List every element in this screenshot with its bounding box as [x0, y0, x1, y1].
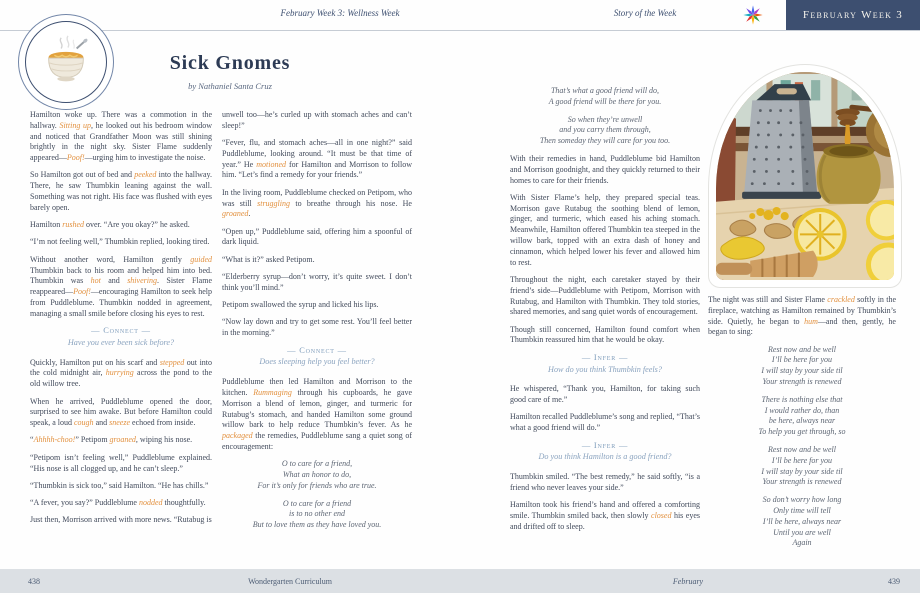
story-byline: by Nathaniel Santa Cruz [188, 81, 272, 91]
song-verse: O to care for a friend, What an honor to do, For it’s only for friends who are true. [257, 459, 377, 490]
prompt-question: Does sleeping help you feel better? [259, 357, 375, 367]
header-section-label: Story of the Week [613, 8, 677, 18]
story-paragraph: Though still concerned, Hamilton found comfort when Thumbkin reassured him that he would be okay. [510, 324, 700, 345]
page-number-left: 438 [28, 577, 40, 586]
song-verse: That’s what a good friend will do, A good friend will be there for you. [548, 86, 662, 106]
story-paragraph: He whispered, “Thank you, Hamilton, for taking such good care of me.” [510, 384, 700, 405]
remedy-photo-frame [708, 64, 902, 288]
story-paragraph: When he arrived, Puddleblume opened the door, surprised to see him awake. But before Hamilton could speak, a loud cough and sneeze echoed from inside. [30, 396, 212, 428]
story-paragraph: Just then, Morrison arrived with more news. “Rutabug is [30, 515, 212, 525]
prompt-block [510, 353, 700, 376]
story-paragraph: “Now lay down and try to get some rest. You’ll feel better in the morning.” [222, 317, 412, 338]
prompt-question: Have you ever been sick before? [67, 337, 175, 347]
story-paragraph: “Elderberry syrup—don’t worry, it’s quite sweet. I don’t think you’ll mind.” [222, 272, 412, 292]
story-paragraph: Without another word, Hamilton gently guided Thumbkin back to his room and helped him into bed. Thumbkin was hot and shivering. Sister Flame reappeared—Poof!—encouraging Hamilton to seek help from Puddleblume. Thumbkin nodded in agreement, managing a small smile before closing his eyes to rest. [30, 254, 212, 318]
prompt-label: — Connect — [287, 345, 347, 355]
story-paragraph: Quickly, Hamilton put on his scarf and stepped out into the cold midnight air, hurrying across the pond to the old willow tree. [30, 357, 213, 389]
story-paragraph: Hamilton woke up. There was a commotion in the hallway. Sitting up, he looked out his bedroom window and noticed that Grandfather Moon was still shining brightly in the night sky. Sister Flame suddenly appeared—Poof!—urging him to investigate the noise. [30, 110, 212, 163]
prompt-block [222, 346, 412, 369]
footer-bar [0, 569, 920, 593]
song-verse: So when they’re unwell and you carry them through, Then someday they will care for you too. [539, 114, 671, 146]
header-divider [0, 30, 920, 31]
story-title: Sick Gnomes [169, 52, 291, 74]
prompt-question: How do you think Thumbkin feels? [548, 364, 662, 374]
story-paragraph: Petipom swallowed the syrup and licked his lips. [222, 300, 379, 310]
song-verse: There is nothing else that I would rather do, than be here, always near To help you get through, so [758, 394, 846, 437]
story-paragraph: In the living room, Puddleblume checked on Petipom, who was still struggling to breathe through his nose. He groaned. [222, 187, 412, 219]
story-paragraph: With their remedies in hand, Puddleblume bid Hamilton and Morrison goodnight, and they quickly returned to their homes to care for their friends. [510, 153, 700, 185]
story-column-1 [30, 110, 212, 533]
story-paragraph: unwell too—he’s curled up with stomach aches and can’t sleep!” [222, 110, 412, 130]
story-column-4 [708, 295, 896, 556]
prompt-label: — Infer — [581, 352, 629, 362]
story-paragraph: The night was still and Sister Flame crackled softly in the fireplace, watching as Hamilton remained by Thumbkin’s side. Quietly, he began to hum—and then, gently, he began to sing: [708, 295, 896, 337]
footer-month-label: February [672, 577, 704, 586]
footer-curriculum-label: Wondergarten Curriculum [248, 577, 332, 586]
story-column-2 [222, 110, 412, 538]
song-verse: O to care for a friend is to no other end But to love them as they have loved you. [252, 498, 382, 530]
prompt-block [510, 441, 700, 464]
song-verse: Rest now and be well I’ll be here for you I will stay by your side til Your strength is renewed [761, 344, 843, 387]
prompt-label: — Connect — [91, 326, 151, 336]
story-paragraph: “What is it?” asked Petipom. [222, 254, 315, 264]
song-verse: So don’t worry how long Only time will tell I’ll be here, always near Until you are well Again [762, 495, 842, 548]
week-badge: February Week 3 [786, 0, 920, 30]
song-verse: Rest now and be well I’ll be here for you I will stay by your side til Your strength is renewed [761, 445, 843, 487]
story-paragraph: Hamilton recalled Puddleblume’s song and replied, “That’s what a good friend will do.” [510, 412, 700, 433]
prompt-question: Do you think Hamilton is a good friend? [538, 452, 672, 462]
story-column-3 [510, 86, 700, 539]
story-paragraph: With Sister Flame’s help, they prepared special teas. Morrison gave Rutabug the soothing blend of lemon, ginger, and turmeric, which eased his aching stomach. Meanwhile, Hamilton offered Thumbkin tea steeped in the willow bark, topped with an extra dash of honey and cinnamon, which helped lower his fever and allowed him to rest. [510, 192, 700, 267]
starburst-icon [742, 4, 764, 26]
page-number-right: 439 [888, 577, 900, 586]
story-paragraph: “A fever, you say?” Puddleblume nodded thoughtfully. [30, 498, 206, 508]
prompt-block [30, 326, 212, 349]
story-paragraph: “Petipom isn’t feeling well,” Puddleblume explained. “His nose is all clogged up, and he can’t sleep.” [30, 452, 212, 473]
story-paragraph: Hamilton took his friend’s hand and offered a comforting smile. Thumbkin smiled back, then slowly closed his eyes and drifted off to sleep. [510, 500, 700, 531]
story-paragraph: “Fever, flu, and stomach aches—all in one night?” said Puddleblume, looking around. “It must be that time of year.” He motioned for Hamilton and Morrison to follow him. “Let’s find a remedy for your friends.” [222, 138, 413, 180]
story-paragraph: So Hamilton got out of bed and peeked into the hallway. There, he saw Thumbkin leaning against the wall. Something was not right. His face was flushed with eyes barely open. [30, 170, 212, 212]
story-paragraph: “I’m not feeling well,” Thumbkin replied, looking tired. [30, 237, 210, 247]
story-paragraph: Hamilton rushed over. “Are you okay?” he asked. [30, 220, 190, 230]
story-paragraph: Puddleblume then led Hamilton and Morrison to the kitchen. Rummaging through his cupboards, he gave Morrison a blend of lemon, ginger, and turmeric for Rutabug’s stomach, and handed Hamilton some ground willow bark to help reduce Thumbkin’s fever. As he packaged the remedies, Puddleblume sang a quiet song of encouragement: [222, 377, 412, 451]
header-week-label: February Week 3: Wellness Week [280, 8, 400, 18]
story-paragraph: Throughout the night, each caretaker stayed by their friend’s side—Puddleblume with Petipom, Morrison with Rutabug, and Hamilton with Thumbkin. They told stories, shared memories, and sang quiet words of encouragement. [510, 274, 700, 317]
story-paragraph: “Ahhhh-choo!” Petipom groaned, wiping his nose. [30, 435, 193, 445]
remedy-photo [716, 72, 894, 280]
story-paragraph: “Open up,” Puddleblume said, offering him a spoonful of dark liquid. [222, 226, 412, 247]
story-paragraph: Thumbkin smiled. “The best remedy,” he said softly, “is a friend who never leaves your side.” [510, 472, 700, 492]
story-paragraph: “Thumbkin is sick too,” said Hamilton. “He has chills.” [30, 480, 209, 490]
prompt-label: — Infer — [581, 440, 629, 450]
